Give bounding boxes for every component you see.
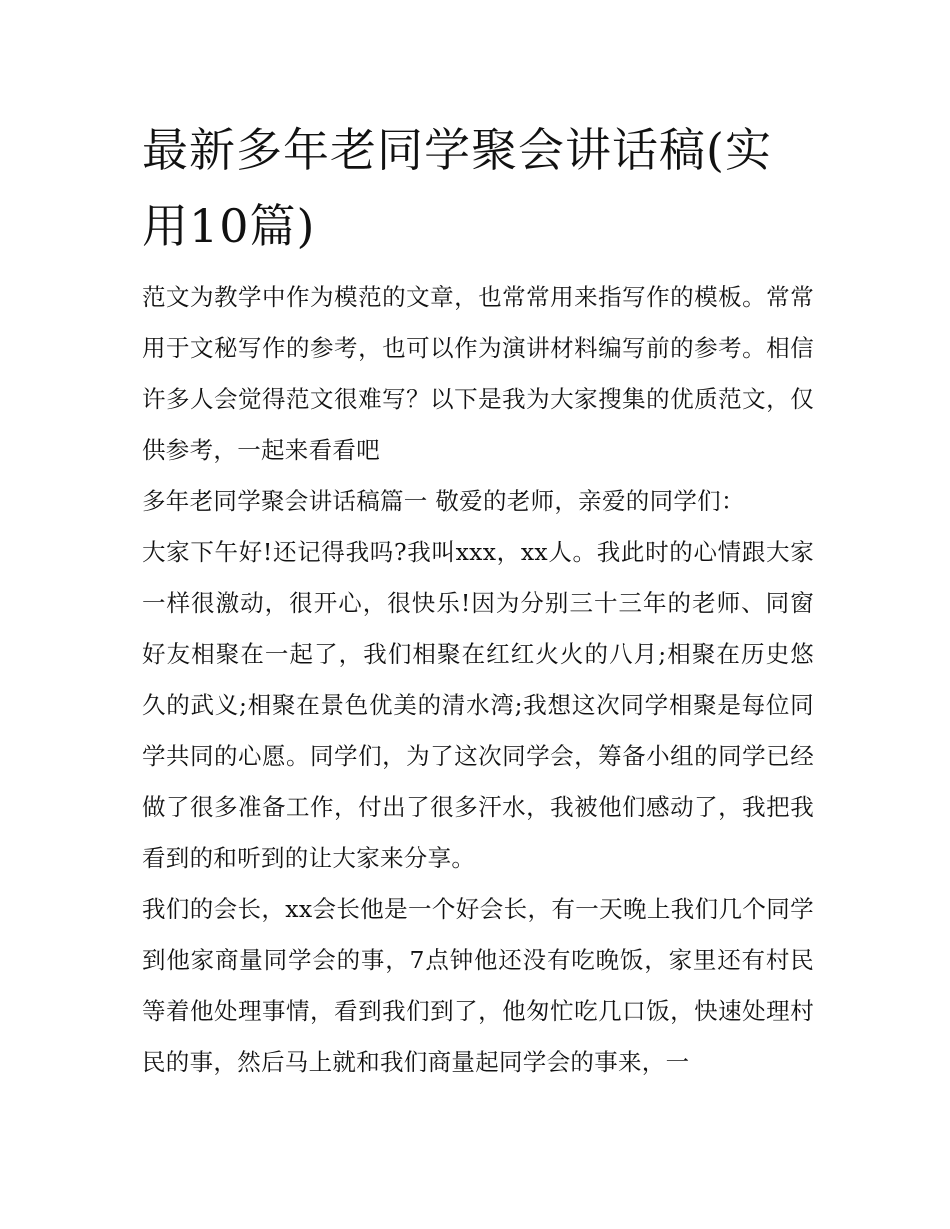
paragraph-heading: 多年老同学聚会讲话稿篇一 敬爱的老师，亲爱的同学们： [142,487,745,515]
paragraph-greeting: 大家下午好!还记得我吗?我叫xxx，xx人。我此时的心情跟大家一样很激动，很开心，很快乐!因为分别三十三年的老师、同窗好友相聚在一起了，我们相聚在红红火火的八月;相聚在历史悠久的武义;相聚在景色优美的清水湾;我想这次同学相聚是每位同学共同的心愿。同学们，为了这次同学会，筹备小组的同学已经做了很多准备工作，付出了很多汗水，我被他们感动了，我把我看到的和听到的让大家来分享。 [142,538,814,872]
document-content [142,112,814,1088]
paragraph-president: 我们的会长，xx会长他是一个好会长，有一天晚上我们几个同学到他家商量同学会的事，7点钟他还没有吃晚饭，家里还有村民等着他处理事情，看到我们到了，他匆忙吃几口饭，快速处理村民的事，然后马上就和我们商量起同学会的事来，一 [142,895,814,1076]
document-title: 最新多年老同学聚会讲话稿(实用10篇) [142,123,772,253]
paragraph-intro: 范文为教学中作为模范的文章，也常常用来指写作的模板。常常用于文秘写作的参考，也可以作为演讲材料编写前的参考。相信许多人会觉得范文很难写？以下是我为大家搜集的优质范文，仅供参考，一起来看看吧 [142,283,814,464]
document-body [142,272,814,1088]
